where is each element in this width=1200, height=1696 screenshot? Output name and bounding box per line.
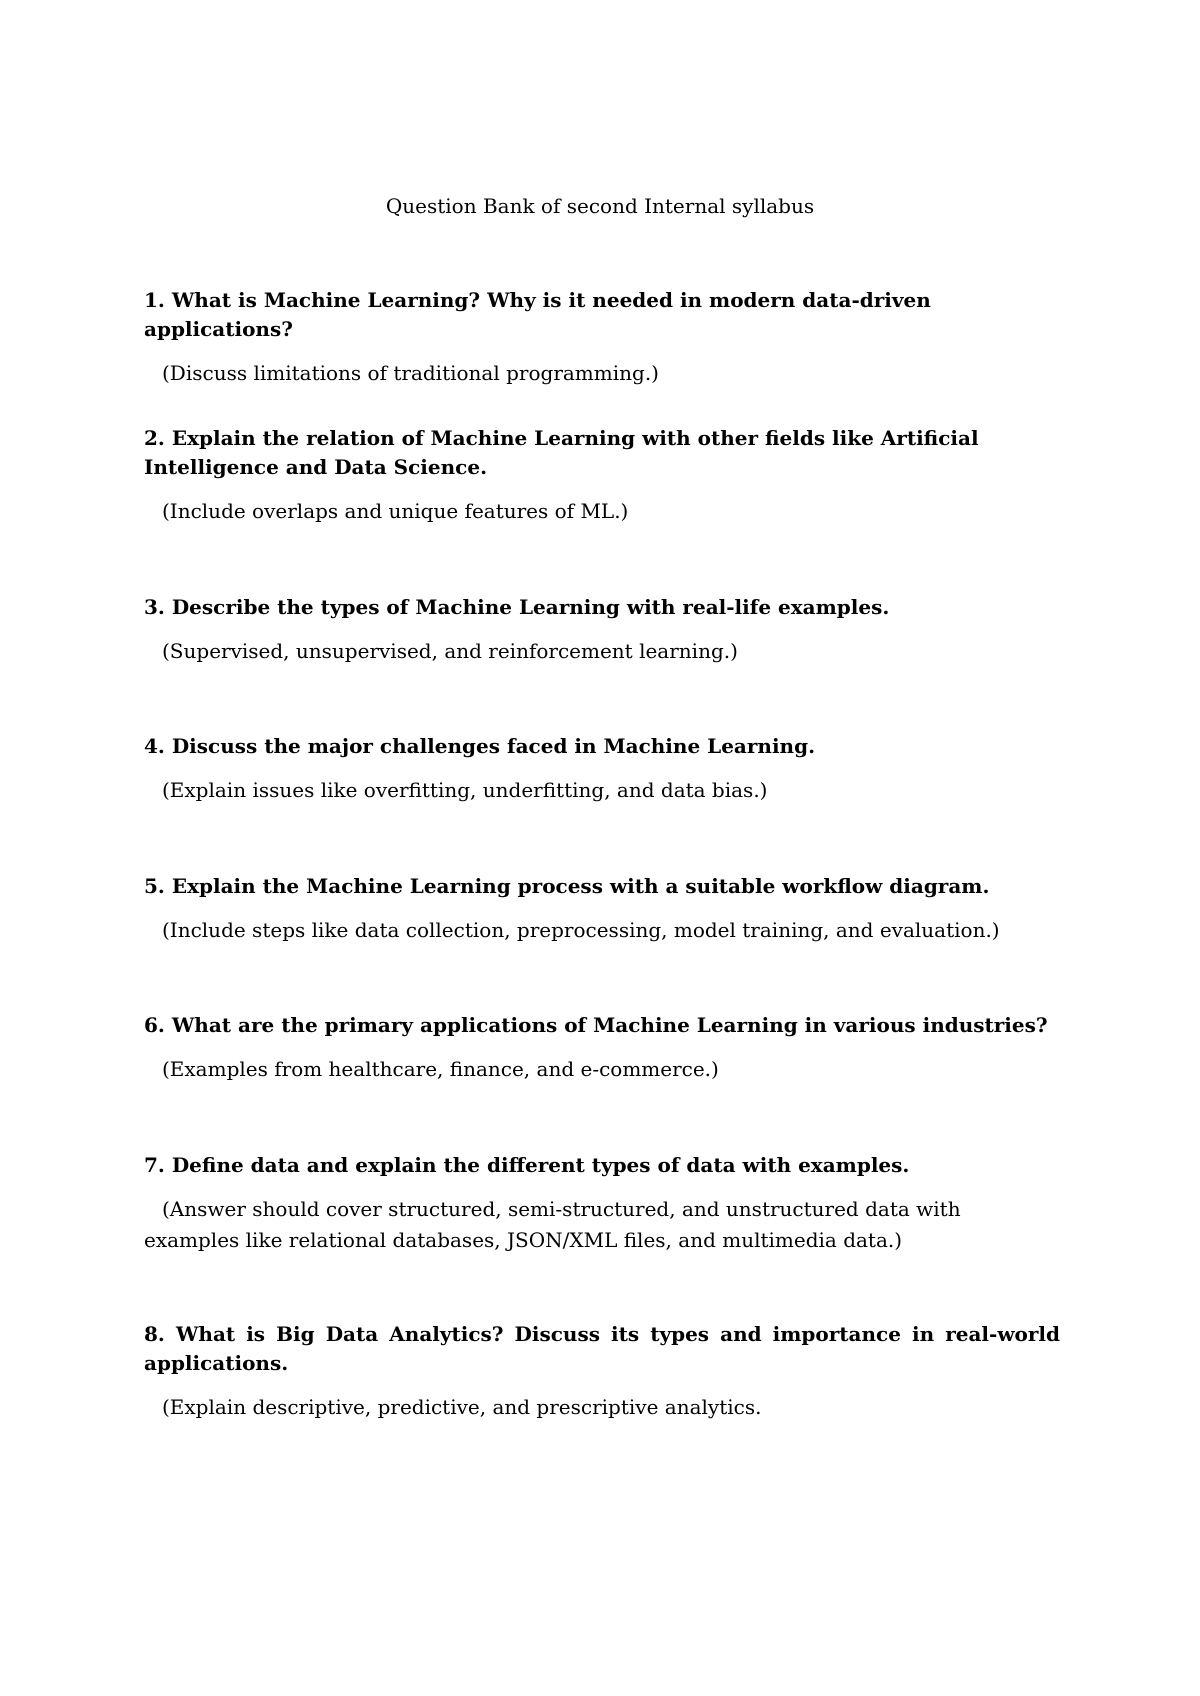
question-4 bbox=[144, 732, 1060, 806]
question-8 bbox=[144, 1320, 1060, 1423]
question-hint: (Examples from healthcare, finance, and e-commerce.) bbox=[162, 1057, 719, 1081]
question-text: 7. Define data and explain the different types of data with examples. bbox=[144, 1153, 910, 1177]
question-text: 6. What are the primary applications of Machine Learning in various industries? bbox=[144, 1013, 1048, 1037]
question-hint: (Answer should cover structured, semi-structured, and unstructured data with examples like relational databases, JSON/XML files, and multimedia data.) bbox=[144, 1197, 961, 1252]
question-text: 5. Explain the Machine Learning process with a suitable workflow diagram. bbox=[144, 874, 990, 898]
question-text: 3. Describe the types of Machine Learning with real-life examples. bbox=[144, 595, 890, 619]
question-hint: (Supervised, unsupervised, and reinforcement learning.) bbox=[162, 639, 738, 663]
question-text: 4. Discuss the major challenges faced in Machine Learning. bbox=[144, 734, 816, 758]
question-text: 2. Explain the relation of Machine Learning with other fields like Artificial Intelligence and Data Science. bbox=[144, 426, 979, 479]
question-hint: (Explain descriptive, predictive, and prescriptive analytics. bbox=[162, 1395, 762, 1419]
question-text: 8. What is Big Data Analytics? Discuss its types and importance in real-world applications. bbox=[144, 1322, 1060, 1375]
question-2 bbox=[144, 424, 1060, 527]
question-7 bbox=[144, 1151, 1060, 1256]
document-title: Question Bank of second Internal syllabus bbox=[385, 194, 815, 218]
question-hint: (Discuss limitations of traditional programming.) bbox=[162, 361, 659, 385]
question-hint: (Include steps like data collection, preprocessing, model training, and evaluation.) bbox=[162, 918, 1000, 942]
question-6 bbox=[144, 1011, 1060, 1085]
question-hint: (Explain issues like overfitting, underfitting, and data bias.) bbox=[162, 778, 768, 802]
question-5 bbox=[144, 872, 1060, 946]
question-hint: (Include overlaps and unique features of ML.) bbox=[162, 499, 629, 523]
question-3 bbox=[144, 593, 1060, 667]
question-text: 1. What is Machine Learning? Why is it needed in modern data-driven applications? bbox=[144, 288, 931, 341]
question-1 bbox=[144, 286, 1060, 389]
